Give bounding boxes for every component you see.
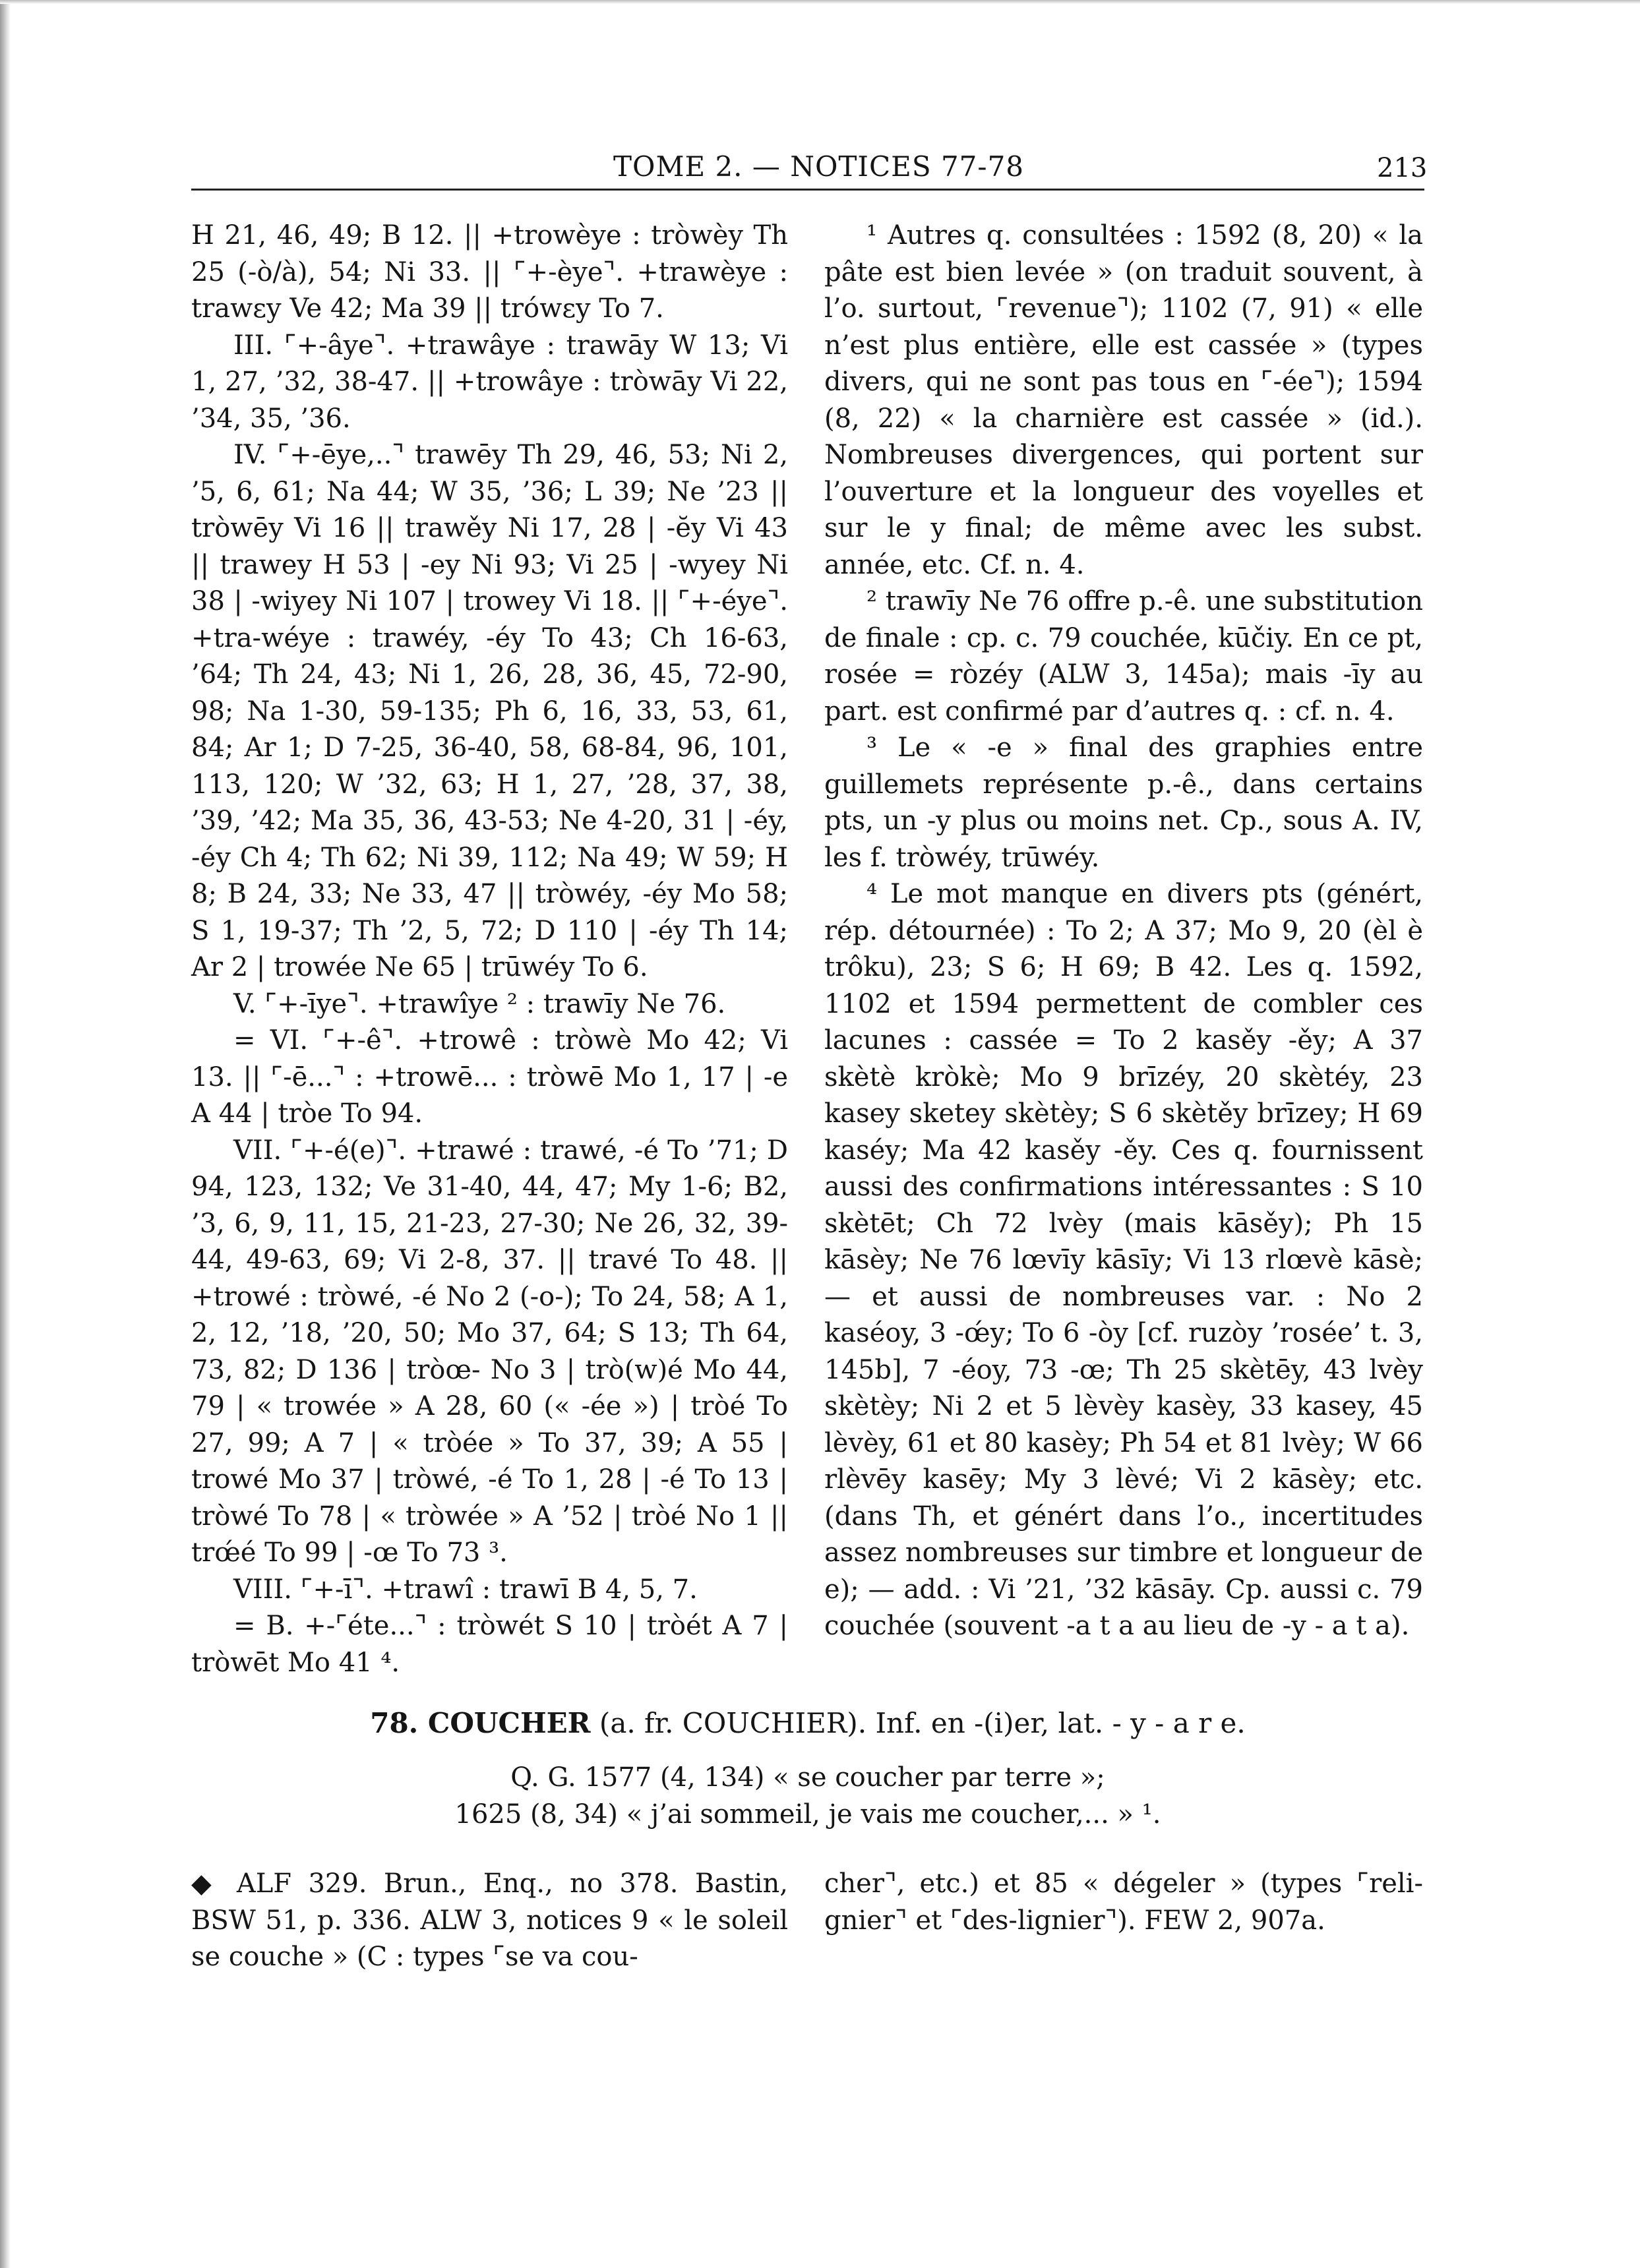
- right-column-notes: [824, 218, 1423, 1645]
- bibliography-right: cher⌝, etc.) et 85 « dégeler » (types ⌜reli-gnier⌝ et ⌜des-lignier⌝). FEW 2, 907a.: [824, 1868, 1423, 1936]
- footnote-4: ⁴ Le mot manque en divers pts (génért, rép. détournée) : To 2; A 37; Mo 9, 20 (èl è trôku), 23; S 6; H 69; B 42. Les q. 1592, 1102 et 1594 permettent de combler ces lacunes : cassée = To 2 kasěy -ěy; A 37 skètè kròkè; Mo 9 brīzéy, 20 skètéy, 23 kasey sketey skètèy; S 6 skètěy brīzey; H 69 kaséy; Ma 42 kasěy -ěy. Ces q. fournissent aussi des confirmations intéressantes : S 10 skètēt; Ch 72 lvèy (mais kāsěy); Ph 15 kāsèy; Ne 76 lœvīy kāsīy; Vi 13 rlœvè kāsè; — et aussi de nombreuses var. : No 2 kaséoy, 3 -œ́y; To 6 -òy [cf. ruzòy ’rosée’ t. 3, 145b], 7 -éoy, 73 -œ; Th 25 skètēy, 43 lvèy skètèy; Ni 2 et 5 lèvèy kasèy, 33 kasey, 45 lèvèy, 61 et 80 kasèy; Ph 54 et 81 lvèy; W 66 rlèvēy kasēy; My 3 lèvé; Vi 2 kāsèy; etc. (dans Th, et génért dans l’o., incertitudes assez nombreuses sur timbre et longueur de e); — add. : Vi ’21, ’32 kāsāy. Cp. aussi c. 79 couchée (souvent -a t a au lieu de -y - a t a).: [824, 879, 1423, 1641]
- page-number: 213: [1377, 153, 1428, 183]
- paragraph-type-vii: VII. ⌜+-é(e)⌝. +trawé : trawé, -é To ’71; D 94, 123, 132; Ve 31-40, 44, 47; My 1-6; B2, ’3, 6, 9, 11, 15, 21-23, 27-30; Ne 26, 32, 39-44, 49-63, 69; Vi 2-8, 37. || travé To 48. || +trowé : tròwé, -é No 2 (-o-); To 24, 58; A 1, 2, 12, ’18, ’20, 50; Mo 37, 64; S 13; Th 64, 73, 82; D 136 | tròœ- No 3 | trò(w)é Mo 44, 79 | « trowée » A 28, 60 (« -ée ») | tròé To 27, 99; A 7 | « tròée » To 37, 39; A 55 | trowé Mo 37 | tròwé, -é To 1, 28 | -é To 13 | tròwé To 78 | « tròwée » A ’52 | tròé No 1 || trœ́é To 99 | -œ To 73 ³.: [191, 1135, 788, 1568]
- running-title: TOME 2. — NOTICES 77-78: [613, 150, 1025, 183]
- scan-top-shadow: [0, 0, 1640, 4]
- paragraph-type-iv: IV. ⌜+-ēye,..⌝ trawēy Th 29, 46, 53; Ni 2, ’5, 6, 61; Na 44; W 35, ’36; L 39; Ne ’23 || tròwēy Vi 16 || trawěy Ni 17, 28 | -ĕy Vi 43 || trawey H 53 | -ey Ni 93; Vi 25 | -wyey Ni 38 | -wiyey Ni 107 | trowey Vi 18. || ⌜+-éye⌝. +tra-wéye : trawéy, -éy To 43; Ch 16-63, ’64; Th 24, 43; Ni 1, 26, 28, 36, 45, 72-90, 98; Na 1-30, 59-135; Ph 6, 16, 33, 53, 61, 84; Ar 1; D 7-25, 36-40, 58, 68-84, 96, 101, 113, 120; W ’32, 63; H 1, 27, ’28, 37, 38, ’39, ’42; Ma 35, 36, 43-53; Ne 4-20, 31 | -éy, -éy Ch 4; Th 62; Ni 39, 112; Na 49; W 59; H 8; B 24, 33; Ne 33, 47 || tròwéy, -éy Mo 58; S 1, 19-37; Th ’2, 5, 72; D 110 | -éy Th 14; Ar 2 | trowée Ne 65 | trūwéy To 6.: [191, 440, 788, 982]
- footnote-3: ³ Le « -e » final des graphies entre guillemets représente p.-ê., dans certains pts, un -y plus ou moins net. Cp., sous A. IV, les f. tròwéy, trūwéy.: [824, 732, 1423, 873]
- left-column: [191, 218, 788, 1681]
- paragraph-type-v: V. ⌜+-īye⌝. +trawîye ² : trawīy Ne 76.: [233, 988, 726, 1019]
- bibliography-left: ◆ ALF 329. Brun., Enq., no 378. Bastin, BSW 51, p. 336. ALW 3, notices 9 « le soleil se couche » (C : types ⌜se va cou-: [191, 1868, 788, 1972]
- paragraph-type-iii: III. ⌜+-âye⌝. +trawâye : trawāy W 13; Vi 1, 27, ’32, 38-47. || +trowâye : tròwāy Vi 22, ’34, 35, ’36.: [191, 330, 788, 434]
- entry-heading: 78. COUCHER: [370, 1707, 591, 1739]
- footnote-1: ¹ Autres q. consultées : 1592 (8, 20) « la pâte est bien levée » (on traduit souvent, à l’o. surtout, ⌜revenue⌝); 1102 (7, 91) « elle n’est plus entière, elle est cassée » (types divers, qui ne sont pas tous en ⌜-ée⌝); 1594 (8, 22) « la charnière est cassée » (id.). Nombreuses divergences, qui portent sur l’ouverture et la longueur des voyelles et sur le y final; de même avec les subst. année, etc. Cf. n. 4.: [824, 220, 1423, 580]
- paragraph-continuation: H 21, 46, 49; B 12. || +trowèye : tròwèy Th 25 (-ò/à), 54; Ni 33. || ⌜+-èye⌝. +trawèye : trawεy Ve 42; Ma 39 || trówεy To 7.: [191, 220, 788, 324]
- question-line-1: Q. G. 1577 (4, 134) « se coucher par terre »;: [510, 1762, 1105, 1793]
- paragraph-type-viii: VIII. ⌜+-ī⌝. +trawî : trawī B 4, 5, 7.: [233, 1574, 698, 1605]
- paragraph-type-b: = B. +-⌜éte...⌝ : tròwét S 10 | tròét A 7 | tròwēt Mo 41 ⁴.: [191, 1611, 788, 1678]
- paragraph-type-vi: = VI. ⌜+-ê⌝. +trowê : tròwè Mo 42; Vi 13. || ⌜-ē...⌝ : +trowē... : tròwē Mo 1, 17 | -e A 44 | tròe To 94.: [191, 1025, 788, 1129]
- scan-edge-shadow: [0, 0, 11, 2268]
- footnote-2: ² trawīy Ne 76 offre p.-ê. une substitution de finale : cp. c. 79 couchée, kūčiy. En ce pt, rosée = ròzéy (ALW 3, 145a); mais -īy au part. est confirmé par d’autres q. : cf. n. 4.: [824, 586, 1423, 727]
- header-rule: [191, 189, 1424, 191]
- entry-header: [191, 1704, 1424, 1743]
- question-line-2: 1625 (8, 34) « j’ai sommeil, je vais me coucher,... » ¹.: [454, 1799, 1161, 1830]
- entry-heading-text: (a. fr. COUCHIER). Inf. en -(i)er, lat. - y - a r e.: [590, 1707, 1246, 1739]
